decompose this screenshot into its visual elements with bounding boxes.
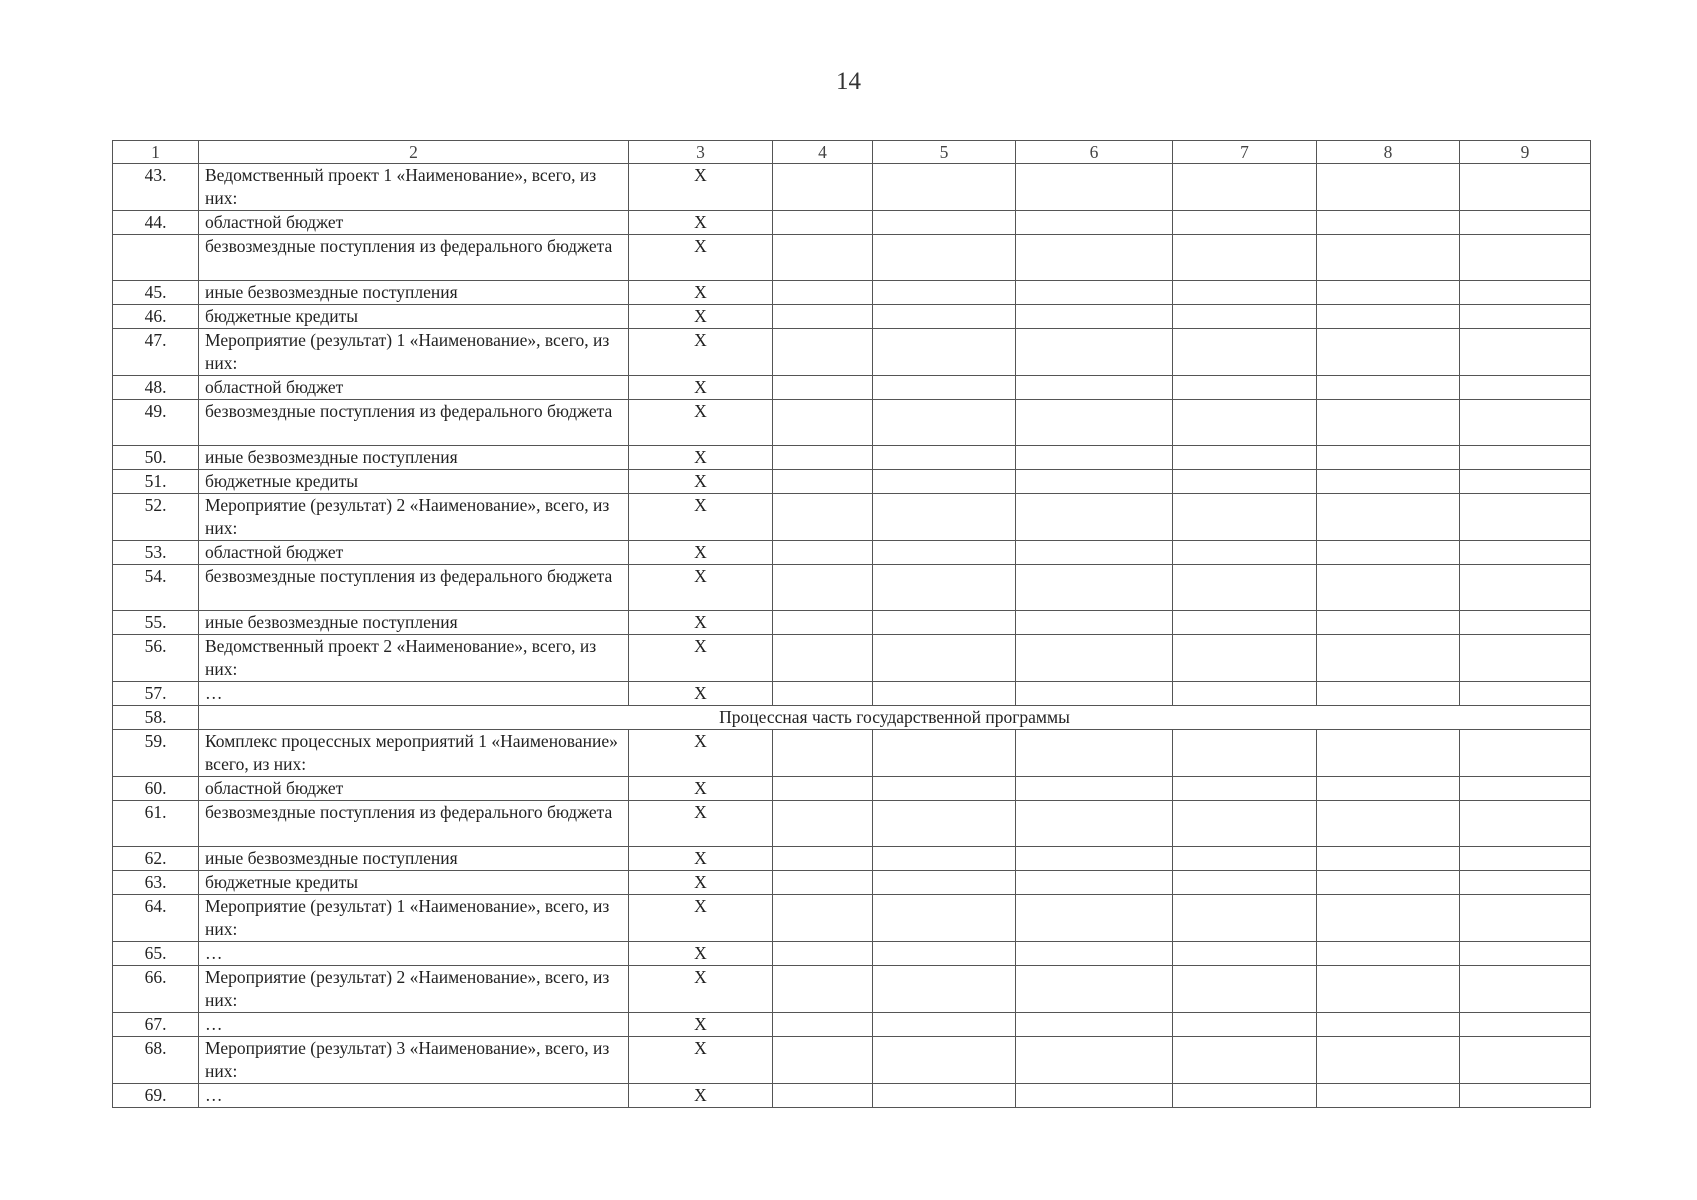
row-number: 44.: [113, 211, 199, 235]
column-header: 2: [199, 141, 629, 164]
empty-cell: [773, 400, 873, 446]
row-name: областной бюджет: [199, 777, 629, 801]
table-row: [113, 211, 1591, 235]
empty-cell: [1460, 565, 1591, 611]
empty-cell: [1460, 541, 1591, 565]
empty-cell: [1016, 635, 1173, 682]
column-header: 8: [1317, 141, 1460, 164]
empty-cell: [1317, 1084, 1460, 1108]
empty-cell: [1317, 329, 1460, 376]
table-header-row: [113, 141, 1591, 164]
empty-cell: [1173, 1037, 1317, 1084]
empty-cell: [1317, 942, 1460, 966]
empty-cell: [1016, 376, 1173, 400]
row-number: 46.: [113, 305, 199, 329]
empty-cell: [1016, 446, 1173, 470]
empty-cell: [1173, 1084, 1317, 1108]
empty-cell: [773, 871, 873, 895]
empty-cell: [1317, 235, 1460, 281]
row-number: 57.: [113, 682, 199, 706]
row-mark: X: [629, 801, 773, 847]
column-header: 6: [1016, 141, 1173, 164]
empty-cell: [873, 1037, 1016, 1084]
empty-cell: [1317, 895, 1460, 942]
row-number: 65.: [113, 942, 199, 966]
empty-cell: [1317, 565, 1460, 611]
empty-cell: [1460, 281, 1591, 305]
table-row: [113, 1013, 1591, 1037]
empty-cell: [1016, 329, 1173, 376]
column-header: 9: [1460, 141, 1591, 164]
empty-cell: [1317, 305, 1460, 329]
empty-cell: [1173, 494, 1317, 541]
row-number: 49.: [113, 400, 199, 446]
empty-cell: [773, 942, 873, 966]
empty-cell: [773, 1013, 873, 1037]
empty-cell: [773, 895, 873, 942]
empty-cell: [1317, 777, 1460, 801]
empty-cell: [1173, 235, 1317, 281]
empty-cell: [1016, 847, 1173, 871]
empty-cell: [1317, 376, 1460, 400]
column-header: 4: [773, 141, 873, 164]
empty-cell: [1173, 211, 1317, 235]
row-number: 66.: [113, 966, 199, 1013]
empty-cell: [773, 494, 873, 541]
empty-cell: [1317, 211, 1460, 235]
row-name: …: [199, 1013, 629, 1037]
empty-cell: [873, 541, 1016, 565]
row-mark: X: [629, 682, 773, 706]
empty-cell: [1016, 470, 1173, 494]
row-name: безвозмездные поступления из федерального бюджета: [199, 235, 629, 281]
row-mark: X: [629, 1084, 773, 1108]
table-row: [113, 494, 1591, 541]
empty-cell: [773, 235, 873, 281]
empty-cell: [1173, 400, 1317, 446]
row-mark: X: [629, 400, 773, 446]
empty-cell: [1460, 446, 1591, 470]
empty-cell: [1173, 281, 1317, 305]
empty-cell: [1460, 801, 1591, 847]
empty-cell: [1460, 329, 1591, 376]
row-number: 56.: [113, 635, 199, 682]
empty-cell: [1016, 400, 1173, 446]
table-row: [113, 376, 1591, 400]
empty-cell: [1016, 1013, 1173, 1037]
empty-cell: [1173, 305, 1317, 329]
empty-cell: [873, 847, 1016, 871]
table-row: [113, 635, 1591, 682]
row-mark: X: [629, 211, 773, 235]
empty-cell: [1173, 847, 1317, 871]
row-name: Мероприятие (результат) 3 «Наименование», всего, из них:: [199, 1037, 629, 1084]
empty-cell: [1016, 730, 1173, 777]
empty-cell: [1460, 470, 1591, 494]
table-row: [113, 281, 1591, 305]
row-number: 60.: [113, 777, 199, 801]
row-name: областной бюджет: [199, 541, 629, 565]
column-header: 1: [113, 141, 199, 164]
empty-cell: [773, 847, 873, 871]
empty-cell: [1317, 541, 1460, 565]
empty-cell: [1173, 376, 1317, 400]
table-row: [113, 611, 1591, 635]
empty-cell: [1016, 1037, 1173, 1084]
row-mark: X: [629, 895, 773, 942]
row-name: безвозмездные поступления из федерального бюджета: [199, 565, 629, 611]
empty-cell: [773, 777, 873, 801]
empty-cell: [873, 565, 1016, 611]
row-number: 68.: [113, 1037, 199, 1084]
empty-cell: [1317, 871, 1460, 895]
empty-cell: [873, 777, 1016, 801]
row-name: Мероприятие (результат) 2 «Наименование», всего, из них:: [199, 494, 629, 541]
empty-cell: [1317, 470, 1460, 494]
table-row: [113, 164, 1591, 211]
table-body: [113, 141, 1591, 1108]
row-mark: X: [629, 1013, 773, 1037]
empty-cell: [773, 682, 873, 706]
row-number: 63.: [113, 871, 199, 895]
empty-cell: [1016, 895, 1173, 942]
table-row: [113, 235, 1591, 281]
empty-cell: [1460, 895, 1591, 942]
empty-cell: [1317, 682, 1460, 706]
empty-cell: [1317, 801, 1460, 847]
table-row: [113, 329, 1591, 376]
empty-cell: [873, 164, 1016, 211]
row-number: 53.: [113, 541, 199, 565]
empty-cell: [1460, 730, 1591, 777]
row-mark: X: [629, 541, 773, 565]
empty-cell: [1317, 1013, 1460, 1037]
empty-cell: [1460, 682, 1591, 706]
row-number: 69.: [113, 1084, 199, 1108]
empty-cell: [1173, 871, 1317, 895]
row-number: 62.: [113, 847, 199, 871]
empty-cell: [773, 164, 873, 211]
row-number: 67.: [113, 1013, 199, 1037]
column-header: 7: [1173, 141, 1317, 164]
row-name: областной бюджет: [199, 211, 629, 235]
empty-cell: [1173, 801, 1317, 847]
empty-cell: [873, 1084, 1016, 1108]
empty-cell: [1460, 1037, 1591, 1084]
empty-cell: [1173, 635, 1317, 682]
empty-cell: [873, 942, 1016, 966]
table-row: [113, 1084, 1591, 1108]
empty-cell: [1016, 494, 1173, 541]
row-mark: X: [629, 730, 773, 777]
table-row: [113, 541, 1591, 565]
row-number: 51.: [113, 470, 199, 494]
empty-cell: [1173, 942, 1317, 966]
row-name: Мероприятие (результат) 1 «Наименование», всего, из них:: [199, 329, 629, 376]
empty-cell: [873, 235, 1016, 281]
row-number: 43.: [113, 164, 199, 211]
empty-cell: [1173, 1013, 1317, 1037]
empty-cell: [1317, 730, 1460, 777]
empty-cell: [873, 966, 1016, 1013]
empty-cell: [773, 376, 873, 400]
empty-cell: [773, 329, 873, 376]
empty-cell: [1460, 966, 1591, 1013]
empty-cell: [873, 329, 1016, 376]
row-name: …: [199, 1084, 629, 1108]
row-mark: X: [629, 446, 773, 470]
row-name: бюджетные кредиты: [199, 871, 629, 895]
row-mark: X: [629, 565, 773, 611]
row-number: 55.: [113, 611, 199, 635]
empty-cell: [1460, 847, 1591, 871]
empty-cell: [773, 281, 873, 305]
empty-cell: [773, 211, 873, 235]
row-name: безвозмездные поступления из федерального бюджета: [199, 400, 629, 446]
page-number: 14: [836, 68, 861, 95]
table-row: [113, 1037, 1591, 1084]
row-number: 47.: [113, 329, 199, 376]
table-row: [113, 446, 1591, 470]
row-name: иные безвозмездные поступления: [199, 281, 629, 305]
empty-cell: [773, 446, 873, 470]
row-mark: X: [629, 329, 773, 376]
table-row: [113, 470, 1591, 494]
row-name: Комплекс процессных мероприятий 1 «Наименование» всего, из них:: [199, 730, 629, 777]
empty-cell: [773, 1084, 873, 1108]
row-number: 45.: [113, 281, 199, 305]
empty-cell: [1317, 400, 1460, 446]
row-name: областной бюджет: [199, 376, 629, 400]
empty-cell: [1173, 895, 1317, 942]
empty-cell: [873, 871, 1016, 895]
empty-cell: [773, 541, 873, 565]
empty-cell: [1460, 305, 1591, 329]
empty-cell: [1173, 565, 1317, 611]
empty-cell: [1317, 1037, 1460, 1084]
row-number: 58.: [113, 706, 199, 730]
row-number: [113, 235, 199, 281]
table-row: [113, 801, 1591, 847]
row-name: иные безвозмездные поступления: [199, 847, 629, 871]
table-row: [113, 305, 1591, 329]
section-heading: Процессная часть государственной программы: [199, 706, 1591, 730]
row-mark: X: [629, 376, 773, 400]
row-name: …: [199, 682, 629, 706]
table-row: [113, 400, 1591, 446]
empty-cell: [1317, 966, 1460, 1013]
empty-cell: [1016, 565, 1173, 611]
row-name: бюджетные кредиты: [199, 470, 629, 494]
table-row: [113, 777, 1591, 801]
empty-cell: [1460, 235, 1591, 281]
empty-cell: [1460, 211, 1591, 235]
row-number: 52.: [113, 494, 199, 541]
empty-cell: [1317, 611, 1460, 635]
row-mark: X: [629, 635, 773, 682]
row-number: 50.: [113, 446, 199, 470]
empty-cell: [1173, 446, 1317, 470]
empty-cell: [1016, 235, 1173, 281]
row-mark: X: [629, 847, 773, 871]
empty-cell: [1016, 281, 1173, 305]
empty-cell: [1016, 966, 1173, 1013]
empty-cell: [1016, 777, 1173, 801]
empty-cell: [1016, 611, 1173, 635]
budget-table: [112, 140, 1591, 1108]
row-name: Ведомственный проект 1 «Наименование», всего, из них:: [199, 164, 629, 211]
row-name: иные безвозмездные поступления: [199, 446, 629, 470]
empty-cell: [1173, 329, 1317, 376]
empty-cell: [1317, 494, 1460, 541]
empty-cell: [873, 446, 1016, 470]
empty-cell: [1460, 777, 1591, 801]
table-row: [113, 565, 1591, 611]
row-mark: X: [629, 966, 773, 1013]
row-number: 59.: [113, 730, 199, 777]
empty-cell: [773, 305, 873, 329]
row-mark: X: [629, 871, 773, 895]
empty-cell: [1460, 494, 1591, 541]
empty-cell: [873, 801, 1016, 847]
empty-cell: [1173, 164, 1317, 211]
empty-cell: [873, 494, 1016, 541]
row-number: 61.: [113, 801, 199, 847]
empty-cell: [873, 281, 1016, 305]
row-mark: X: [629, 470, 773, 494]
table-row: [113, 682, 1591, 706]
row-number: 54.: [113, 565, 199, 611]
empty-cell: [1460, 164, 1591, 211]
empty-cell: [1016, 871, 1173, 895]
table-row: [113, 942, 1591, 966]
empty-cell: [1173, 777, 1317, 801]
empty-cell: [773, 966, 873, 1013]
empty-cell: [1016, 164, 1173, 211]
empty-cell: [773, 470, 873, 494]
empty-cell: [1460, 400, 1591, 446]
row-name: …: [199, 942, 629, 966]
row-number: 64.: [113, 895, 199, 942]
row-name: Мероприятие (результат) 2 «Наименование», всего, из них:: [199, 966, 629, 1013]
table-row: [113, 730, 1591, 777]
empty-cell: [1317, 847, 1460, 871]
row-mark: X: [629, 281, 773, 305]
empty-cell: [1016, 305, 1173, 329]
empty-cell: [873, 376, 1016, 400]
row-mark: X: [629, 305, 773, 329]
empty-cell: [773, 565, 873, 611]
empty-cell: [873, 682, 1016, 706]
empty-cell: [1460, 611, 1591, 635]
empty-cell: [1173, 470, 1317, 494]
row-number: 48.: [113, 376, 199, 400]
empty-cell: [1173, 682, 1317, 706]
column-header: 3: [629, 141, 773, 164]
empty-cell: [873, 400, 1016, 446]
empty-cell: [1460, 1084, 1591, 1108]
empty-cell: [1016, 942, 1173, 966]
empty-cell: [1460, 635, 1591, 682]
empty-cell: [873, 895, 1016, 942]
row-name: иные безвозмездные поступления: [199, 611, 629, 635]
empty-cell: [1016, 541, 1173, 565]
empty-cell: [1173, 611, 1317, 635]
empty-cell: [773, 1037, 873, 1084]
row-mark: X: [629, 164, 773, 211]
table-row: [113, 847, 1591, 871]
empty-cell: [773, 611, 873, 635]
empty-cell: [873, 611, 1016, 635]
empty-cell: [1317, 635, 1460, 682]
table-row: [113, 895, 1591, 942]
empty-cell: [1460, 1013, 1591, 1037]
empty-cell: [873, 470, 1016, 494]
empty-cell: [873, 635, 1016, 682]
table-row: [113, 706, 1591, 730]
column-header: 5: [873, 141, 1016, 164]
empty-cell: [1173, 966, 1317, 1013]
row-mark: X: [629, 494, 773, 541]
table-row: [113, 966, 1591, 1013]
row-name: Мероприятие (результат) 1 «Наименование», всего, из них:: [199, 895, 629, 942]
empty-cell: [1460, 942, 1591, 966]
empty-cell: [1016, 801, 1173, 847]
empty-cell: [1317, 281, 1460, 305]
empty-cell: [873, 1013, 1016, 1037]
empty-cell: [773, 635, 873, 682]
empty-cell: [873, 305, 1016, 329]
row-mark: X: [629, 777, 773, 801]
empty-cell: [1460, 376, 1591, 400]
empty-cell: [1317, 446, 1460, 470]
empty-cell: [1460, 871, 1591, 895]
empty-cell: [1016, 1084, 1173, 1108]
empty-cell: [1173, 541, 1317, 565]
row-name: бюджетные кредиты: [199, 305, 629, 329]
empty-cell: [773, 801, 873, 847]
row-name: Ведомственный проект 2 «Наименование», всего, из них:: [199, 635, 629, 682]
empty-cell: [1173, 730, 1317, 777]
empty-cell: [1016, 211, 1173, 235]
empty-cell: [773, 730, 873, 777]
row-mark: X: [629, 942, 773, 966]
row-name: безвозмездные поступления из федерального бюджета: [199, 801, 629, 847]
row-mark: X: [629, 611, 773, 635]
row-mark: X: [629, 235, 773, 281]
empty-cell: [873, 730, 1016, 777]
empty-cell: [1016, 682, 1173, 706]
row-mark: X: [629, 1037, 773, 1084]
table-row: [113, 871, 1591, 895]
empty-cell: [873, 211, 1016, 235]
empty-cell: [1317, 164, 1460, 211]
